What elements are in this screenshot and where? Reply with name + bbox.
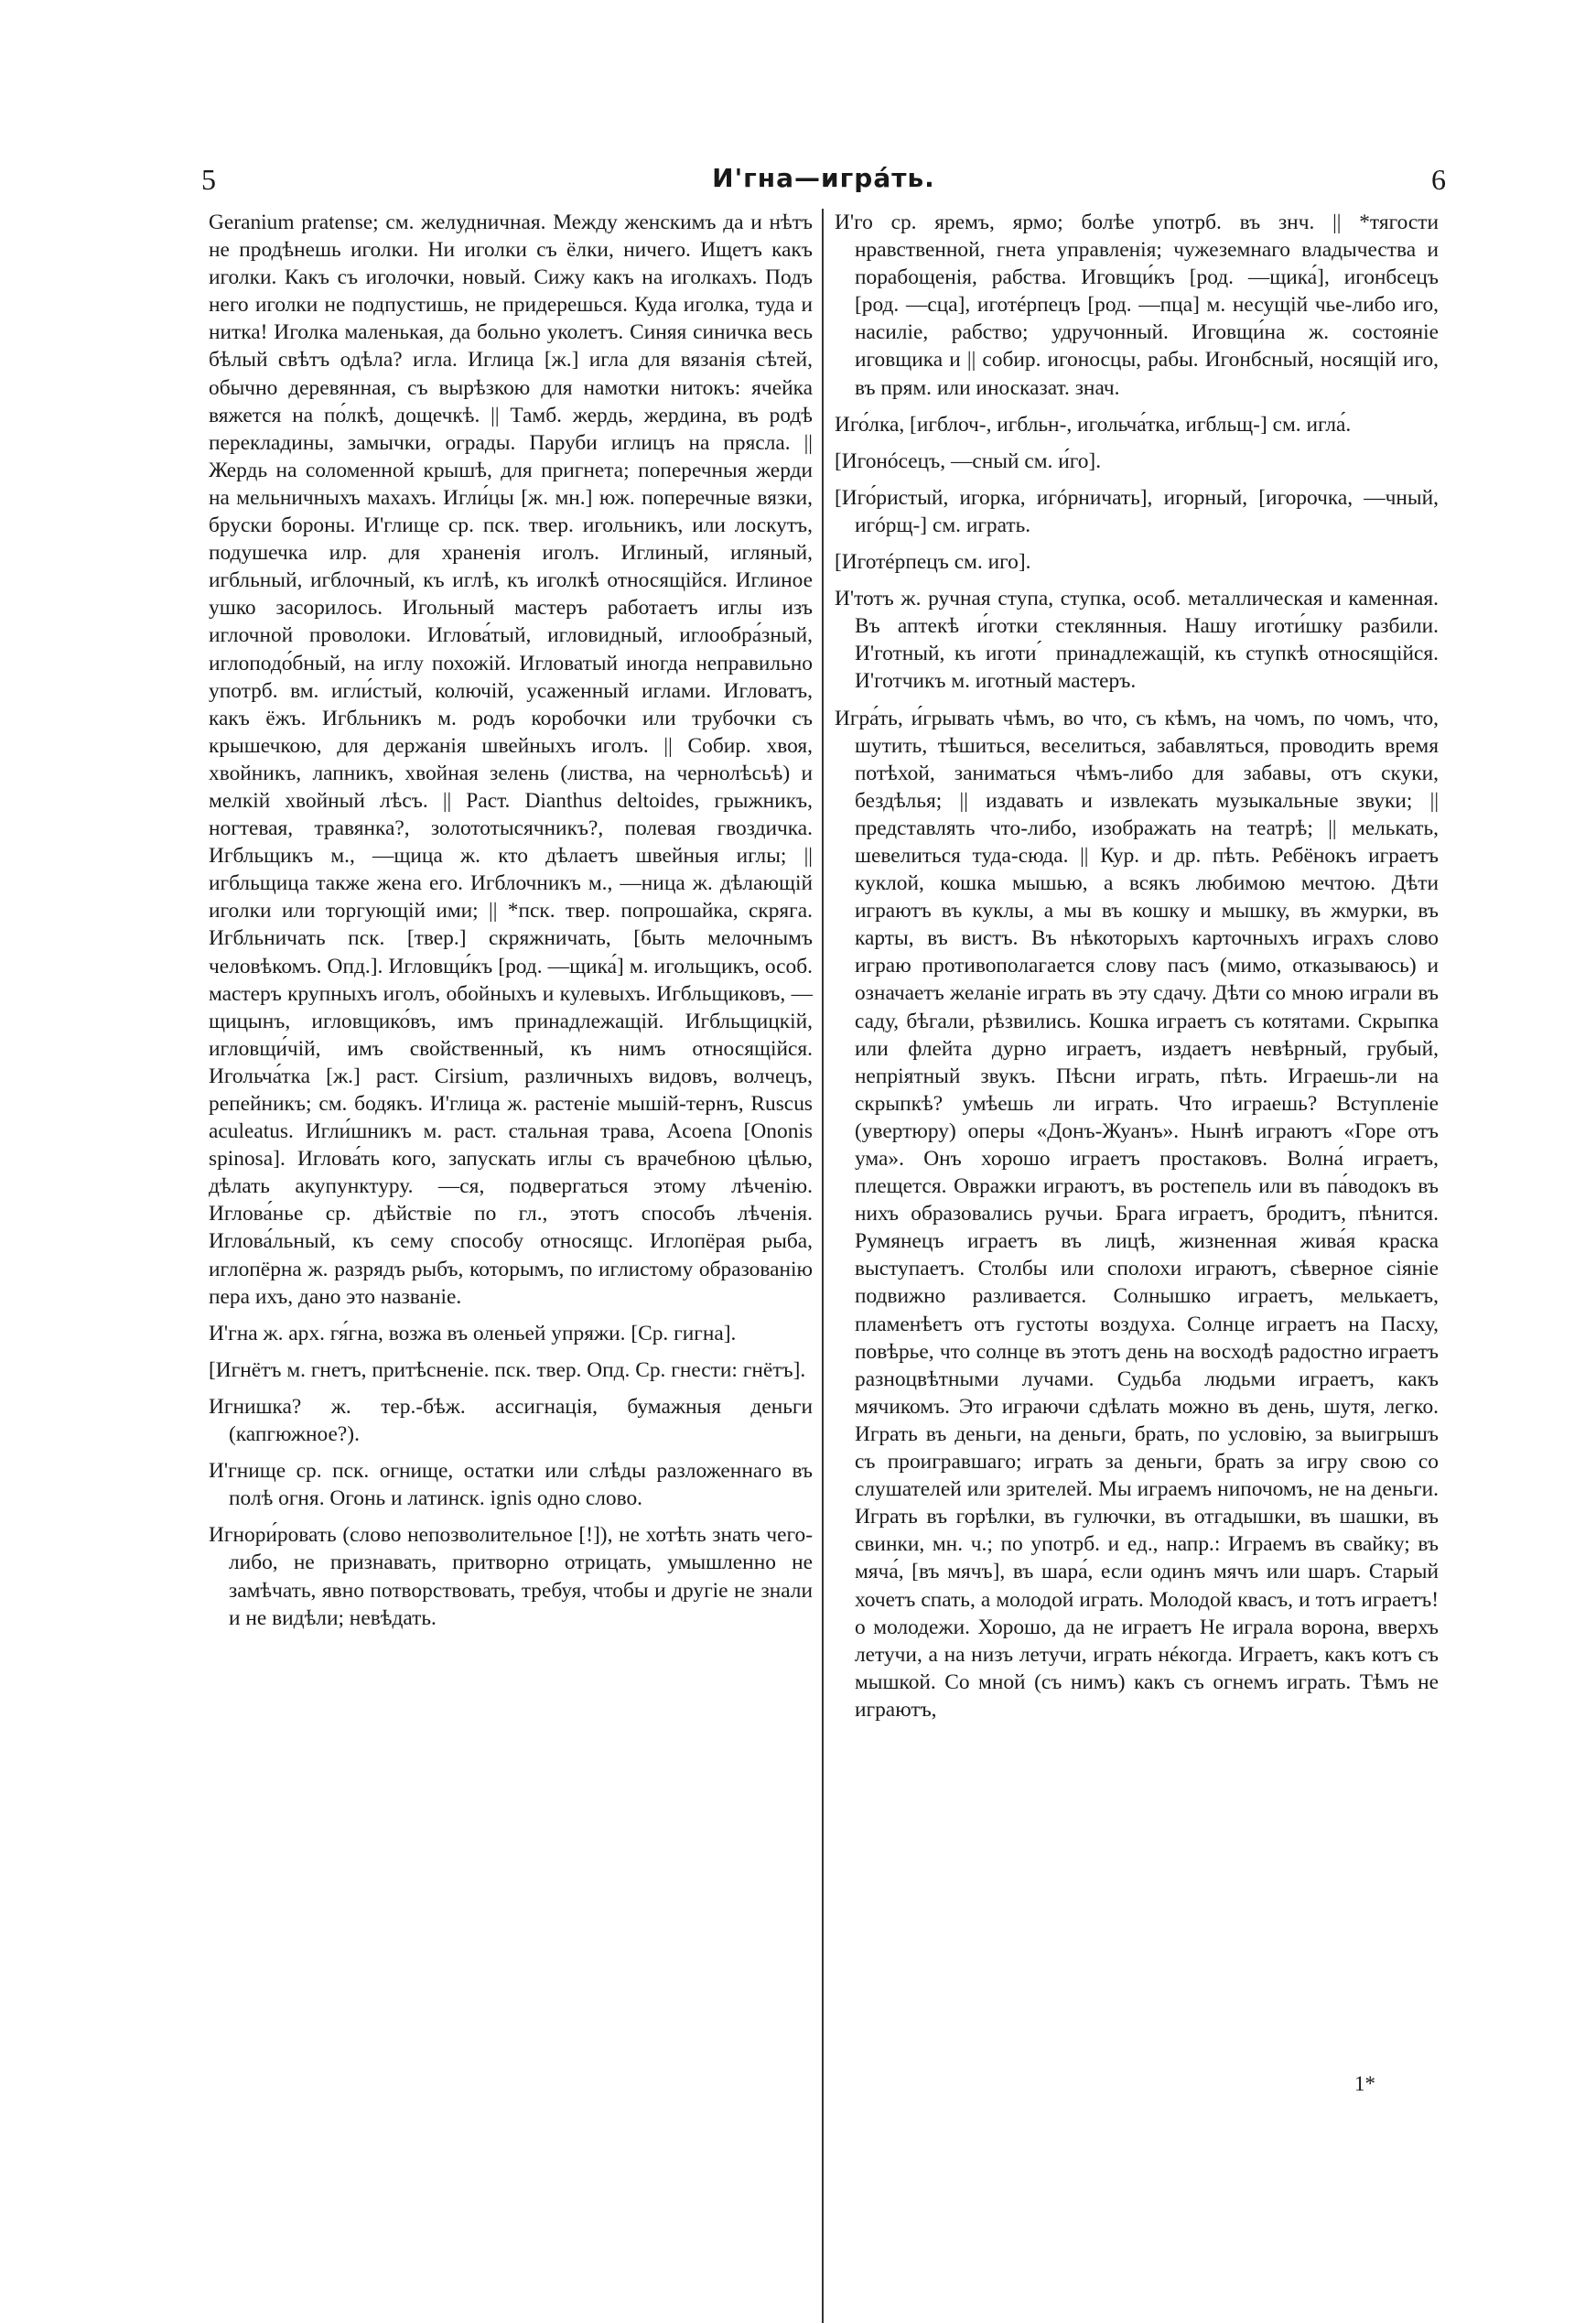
entry-igonosets: [Игонóсецъ, —сный см. и́го].: [835, 448, 1102, 473]
left-column: [209, 209, 813, 1632]
entry-igoristy: [Иго́ристый, игорка, игóрничать], игорный, [игорочка, —чный, игóрщ-] см. играть.: [835, 485, 1439, 537]
page-header: [201, 163, 1446, 200]
page-number-right: 6: [1431, 163, 1446, 196]
entry-igrat: Игра́ть, и́грывать чѣмъ, во что, съ кѣмъ, на чомъ, по чомъ, что, шутить, тѣшиться, веселиться, забавляться, проводить время потѣхой, заниматься чѣмъ-либо для забавы, отъ скуки, бездѣлья; || издавать и извлекать музыкальные звуки; || представлять что-либо, изображать на театрѣ; || мелькать, шевелиться туда-сюда. || Кур. и др. пѣть. Ребёнокъ играетъ куклой, кошка мышью, а всякъ любимою мечтою. Дѣти играютъ въ куклы, а мы въ кошку и мышку, въ жмурки, въ карты, въ вистъ. Въ нѣкоторыхъ карточныхъ играхъ слово играю противополагается слову пасъ (мимо, отказываюсь) и означаетъ желаніе играть въ эту сдачу. Дѣти со мною играли въ саду, бѣгали, рѣзвились. Кошка играетъ съ котятами. Скрыпка или флейта дурно играетъ, издаетъ невѣрный, грубый, непріятный звукъ. Пѣсни играть, пѣть. Играешь-ли на скрыпкѣ? умѣешь ли играть. Что играешь? Вступленіе (увертюру) оперы «Донъ-Жуанъ». Нынѣ играютъ «Горе отъ ума». Онъ хорошо играетъ простаковъ. Волна́ играетъ, плещется. Овражки играютъ, въ ростепель или въ па́водокъ въ нихъ образовались ручьи. Брага играетъ, бродитъ, пѣнится. Румянецъ играетъ въ лицѣ, жизненная жива́я краска выступаетъ. Столбы или сполохи играютъ, сѣверное сіяніе подвижно разливается. Солнышко играетъ, мелькаетъ, пламенѣетъ отъ густоты воздуха. Солнце играетъ на Пасху, повѣрье, что солнце въ этотъ день на восходѣ радостно играетъ разноцвѣтными лучами. Судьба людьми играетъ, какъ мячикомъ. Это играючи сдѣлать можно въ день, шутя, легко. Играть въ деньги, на деньги, брать, по условію, за выигрышъ съ проигравшаго; играть за деньги, брать за игру свою со слушателей или зрителей. Мы играемъ нипочомъ, не на деньги. Играть въ горѣлки, въ гулючки, въ отгадышки, въ шашки, въ свинки, мн. ч.; по употрб. и ед., напр.: Играемъ въ свайку; въ мяча́, [въ мячъ], въ шара́, если одинъ мячъ или шаръ. Старый хочетъ спать, а молодой играть. Молодой квасъ, и тотъ играетъ! о молодежи. Хорошо, да не играетъ Не играла ворона, вверхъ летучи, а на низъ летучи, играть нéкогда. Играетъ, какъ котъ съ мышкой. Со мной (съ нимъ) какъ съ огнемъ играть. Тѣмъ не играютъ,: [835, 706, 1439, 1722]
entry-igla-continued: Geranium pratense; см. желудничная. Между женскимъ да и нѣтъ не продѣнешь иголки. Ни иголки съ ёлки, ничего. Ищетъ какъ иголки. Какъ съ иголочки, новый. Сижу какъ на иголкахъ. Подъ него иголки не подпустишь, не придерешься. Куда иголка, туда и нитка! Иголка маленькая, да больно уколетъ. Синяя синичка весь бѣлый свѣтъ одѣла? игла. Иглица [ж.] игла для вязанія сѣтей, обычно деревянная, съ вырѣзкою для намотки нитокъ: ячейка вяжется на по́лкѣ, дощечкѣ. || Тамб. жердь, жердина, въ родѣ перекладины, замычки, ограды. Паруби иглицъ на прясла. || Жердь на соломенной крышѣ, для пригнета; поперечныя жерди на мельничныхъ махахъ. Игли́цы [ж. мн.] юж. поперечные вязки, бруски бороны. И'глище ср. пск. твер. игольникъ, или лоскутъ, подушечка илр. для храненія иголъ. Иглиный, игляный, игбльный, игблочный, къ иглѣ, къ иголкѣ относящійся. Иглиное ушко засорилось. Игольный мастеръ работаетъ иглы изъ иглочной проволоки. Иглова́тый, игловидный, иглообра́зный, иглоподо́бный, на иглу похожій. Игловатый иногда неправильно употрб. вм. игли́стый, колючій, усаженный иглами. Игловатъ, какъ ёжъ. Игбльникъ м. родъ коробочки или трубочки съ крышечкою, для держанія швейныхъ иголъ. || Собир. хвоя, хвойникъ, лапникъ, хвойная зелень (листва, на чернолѣсьѣ) и мелкій хвойный лѣсъ. || Раст. Dianthus deltoides, грыжникъ, ногтевая, травянка?, золототысячникъ?, полевая гвоздичка. Игбльщикъ м., —щица ж. кто дѣлаетъ швейныя иглы; || игбльщица также жена его. Игблочникъ м., —ница ж. дѣлающій иголки или торгующій ими; || *пск. твер. попрошайка, скряга. Игбльничать пск. [твер.] скряжничать, [быть мелочнымъ человѣкомъ. Опд.]. Игловщи́къ [род. —щика́] м. игольщикъ, особ. мастеръ крупныхъ иголъ, обойныхъ и кулевыхъ. Игбльщиковъ, —щицынъ, игловщико́въ, имъ принадлежащій. Игбльщицкій, игловщи́чій, имъ свойственный, къ нимъ относящійся. Игольча́тка [ж.] раст. Cirsium, различныхъ видовъ, волчецъ, репейникъ; см. бодякъ. И'глица ж. растеніе мышій-тернъ, Ruscus aculeatus. Игли́шникъ м. раст. стальная трава, Acoena [Ononis spinosa]. Иглова́ть кого, запускать иглы съ врачебною цѣлью, дѣлать акупунктуру. —ся, подвергаться этому лѣченію. Иглова́нье ср. дѣйствіе по гл., этотъ способъ лѣченія. Иглова́льный, къ сему способу относящс. Иглопёрая рыба, иглопёрна ж. разрядъ рыбъ, которымъ, по иглистому образованію пера ихъ, дано это названіе.: [209, 211, 813, 1309]
entry-ignishche: И'гнище ср. пск. огнище, остатки или слѣды разложеннаго въ полѣ огня. Огонь и латинск. ignis одно слово.: [209, 1459, 813, 1511]
column-divider: [822, 209, 824, 2323]
entry-igo: И'го ср. яремъ, ярмо; болѣе употрб. въ знч. || *тягости нравственной, гнета управленія; чужеземнаго владычества и порабощенія, рабства. Иговщи́къ [род. —щика́], игонбсецъ [род. —сца], иготéрпецъ [род. —пца] м. несущій чье-либо иго, насиліе, рабство; удручонный. Иговщи́на ж. состояніе иговщика и || собир. игоносцы, рабы. Игонбсный, носящій иго, въ прям. или иносказат. знач.: [835, 211, 1439, 400]
entry-igoterpets: [Иготéрпецъ см. иго].: [835, 550, 1031, 575]
entry-igolka: Иго́лка, [игблоч-, игбльн-, игольча́тка, игбльщ-] см. игла́.: [835, 412, 1352, 437]
entry-ignorirovat: Игнори́ровать (слово непозволительное [!]), не хотѣть знать чего-либо, не признавать, притворно отрицать, умышленно не замѣчать, явно потворствовать, требуя, чтобы и другіе не знали и не видѣли; невѣдать.: [209, 1523, 813, 1630]
entry-igotot: И'тотъ ж. ручная ступа, ступка, особ. металлическая и каменная. Въ аптекѣ и́готки стеклянныя. Нашу иготи́шку разбили. И'готный, къ иготи ́ принадлежащій, къ ступкѣ относящійся. И'готчикъ м. иготный мастеръ.: [835, 587, 1439, 694]
signature-mark: 1*: [1354, 2072, 1375, 2095]
page-number-left: 5: [201, 163, 216, 196]
entry-ignishka: Игнишка? ж. тер.-бѣж. ассигнація, бумажныя деньги (капгюжное?).: [209, 1394, 813, 1447]
entry-igna: И'гна ж. арх. гя́гна, возжа въ оленьей упряжи. [Ср. гигна].: [209, 1321, 737, 1345]
right-column: [835, 209, 1439, 1723]
entry-ignet: [Игнётъ м. гнетъ, притѣсненіе. пск. твер. Опд. Ср. гнести: гнётъ].: [209, 1357, 806, 1382]
running-title: И'гна—игра́ть.: [712, 163, 935, 193]
